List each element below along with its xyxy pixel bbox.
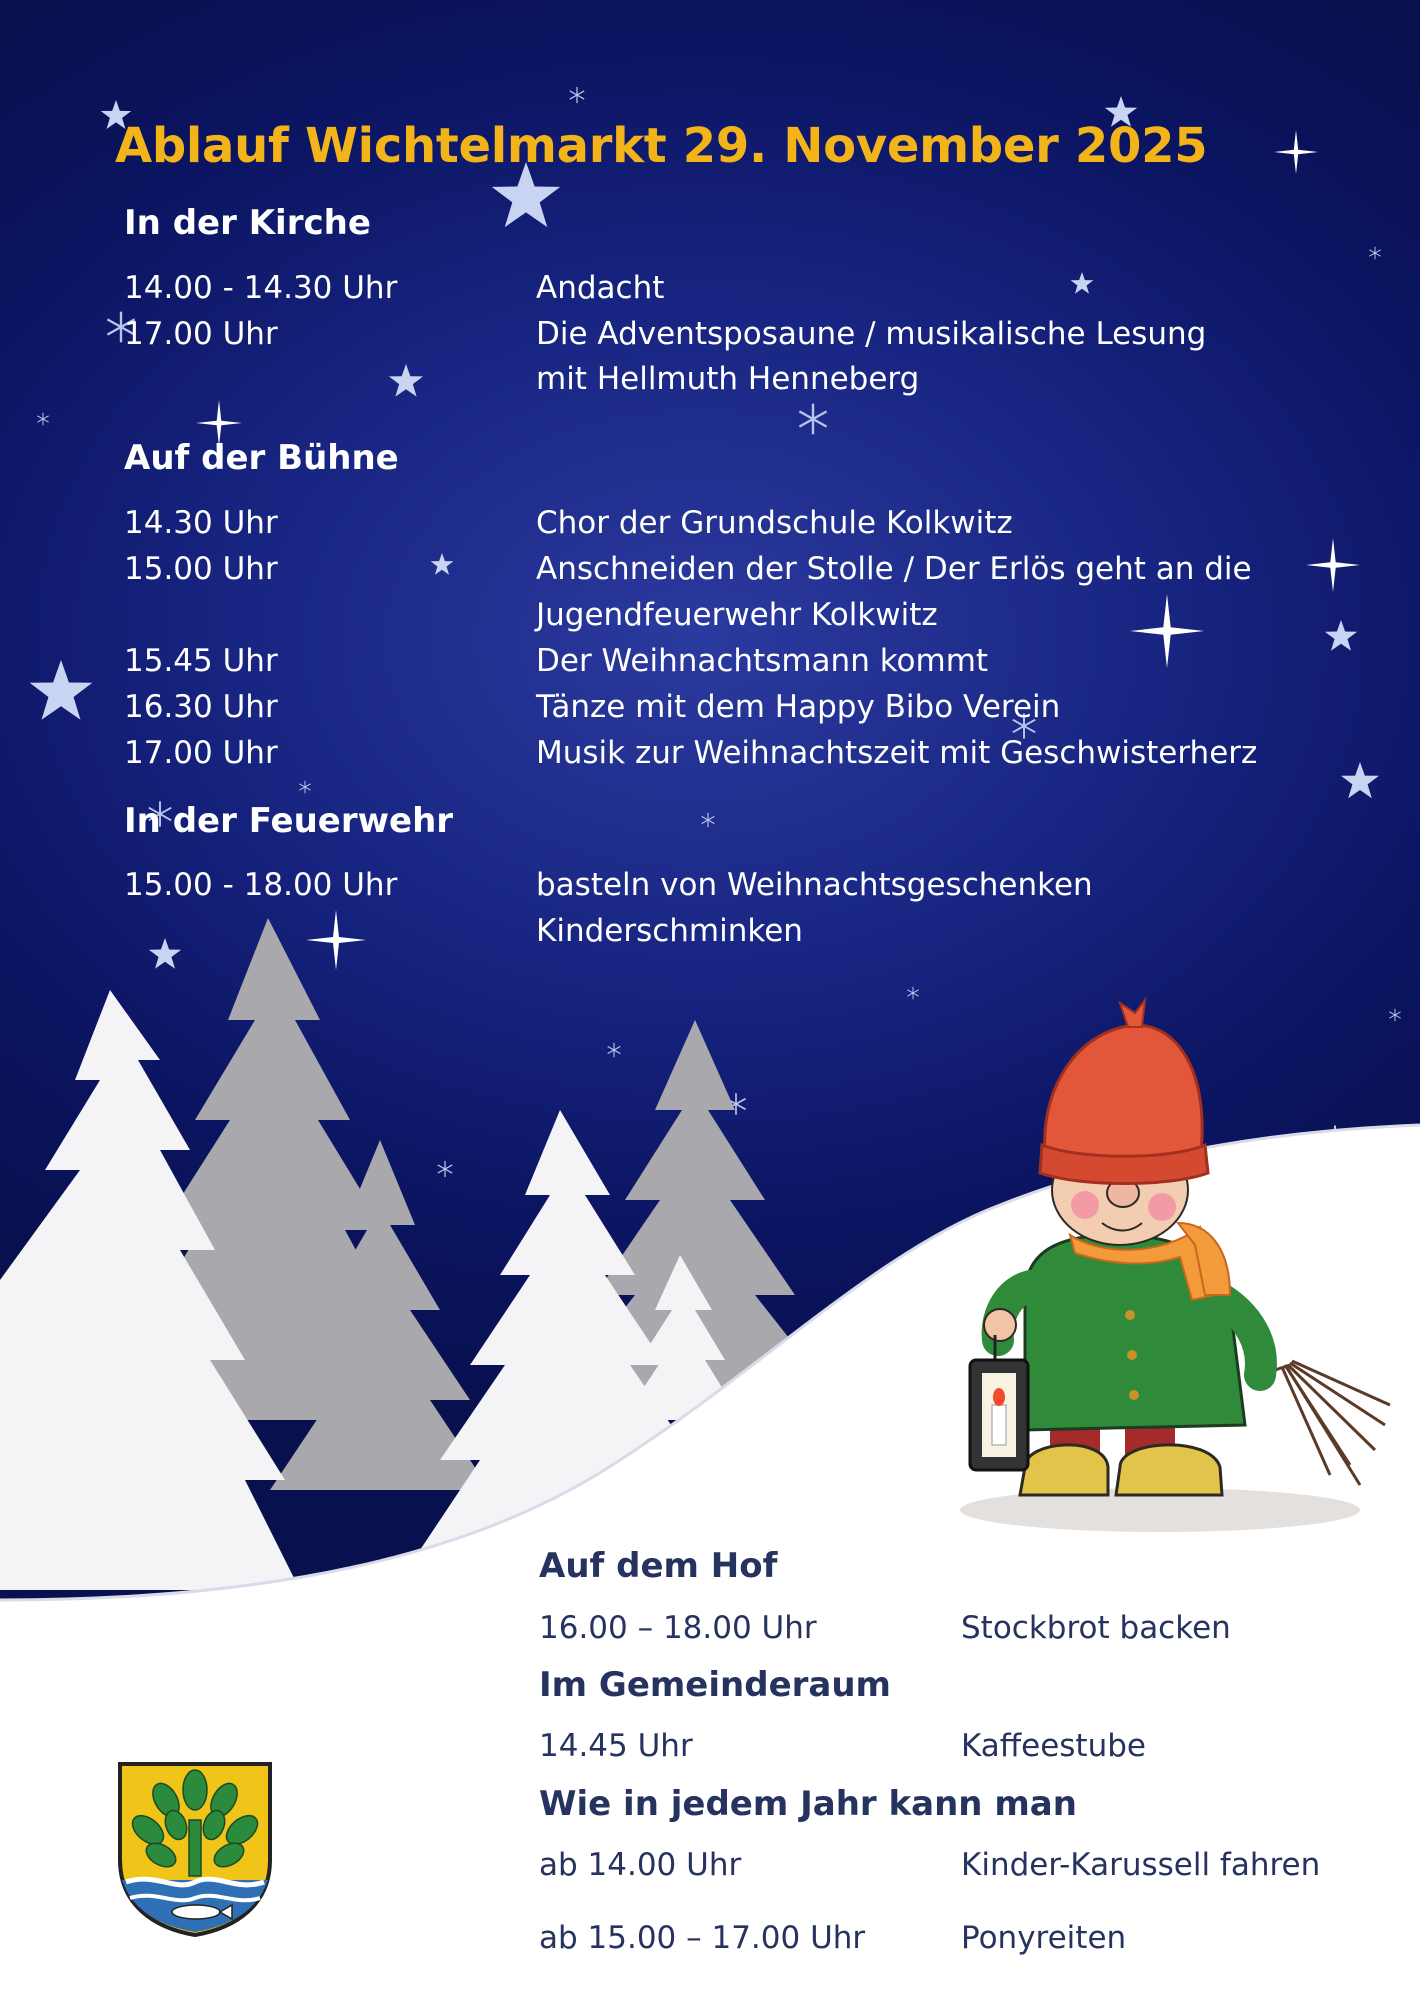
schedule-event: Tänze mit dem Happy Bibo Verein	[536, 689, 1061, 725]
schedule-event: Kaffeestube	[961, 1728, 1146, 1764]
schedule-event: Chor der Grundschule Kolkwitz	[536, 505, 1013, 541]
schedule-time: 16.30 Uhr	[124, 689, 278, 725]
page-title: Ablauf Wichtelmarkt 29. November 2025	[115, 118, 1208, 174]
section-heading-kirche: In der Kirche	[124, 203, 371, 243]
schedule-event: Musik zur Weihnachtszeit mit Geschwisterherz	[536, 735, 1258, 771]
schedule-event: Der Weihnachtsmann kommt	[536, 643, 989, 679]
schedule-event: basteln von Weihnachtsgeschenken	[536, 867, 1093, 903]
schedule-time: 17.00 Uhr	[124, 735, 278, 771]
schedule-time: ab 14.00 Uhr	[539, 1847, 742, 1883]
schedule-event-continued: Jugendfeuerwehr Kolkwitz	[536, 597, 938, 633]
section-heading-gemeinderaum: Im Gemeinderaum	[539, 1665, 891, 1705]
schedule-time: 14.00 - 14.30 Uhr	[124, 270, 398, 306]
schedule-time: 15.00 - 18.00 Uhr	[124, 867, 398, 903]
schedule-time: 16.00 – 18.00 Uhr	[539, 1610, 817, 1646]
schedule-event-continued: Kinderschminken	[536, 913, 803, 949]
municipal-coat-of-arms-tree-fish	[116, 1760, 274, 1937]
schedule-event: Kinder-Karussell fahren	[961, 1847, 1321, 1883]
schedule-time: 14.30 Uhr	[124, 505, 278, 541]
schedule-time: 15.00 Uhr	[124, 551, 278, 587]
schedule-event-continued: mit Hellmuth Henneberg	[536, 361, 920, 397]
schedule-time: 17.00 Uhr	[124, 316, 278, 352]
section-heading-jahr: Wie in jedem Jahr kann man	[539, 1784, 1077, 1824]
gnome-with-lantern-illustration	[930, 995, 1410, 1555]
schedule-event: Stockbrot backen	[961, 1610, 1231, 1646]
section-heading-buehne: Auf der Bühne	[124, 438, 399, 478]
schedule-time: 15.45 Uhr	[124, 643, 278, 679]
schedule-time: 14.45 Uhr	[539, 1728, 693, 1764]
section-heading-hof: Auf dem Hof	[539, 1546, 778, 1586]
schedule-time: ab 15.00 – 17.00 Uhr	[539, 1920, 866, 1956]
schedule-event: Die Adventsposaune / musikalische Lesung	[536, 316, 1207, 352]
schedule-event: Ponyreiten	[961, 1920, 1127, 1956]
schedule-event: Anschneiden der Stolle / Der Erlös geht an die	[536, 551, 1252, 587]
schedule-event: Andacht	[536, 270, 665, 306]
section-heading-feuerwehr: In der Feuerwehr	[124, 801, 454, 841]
